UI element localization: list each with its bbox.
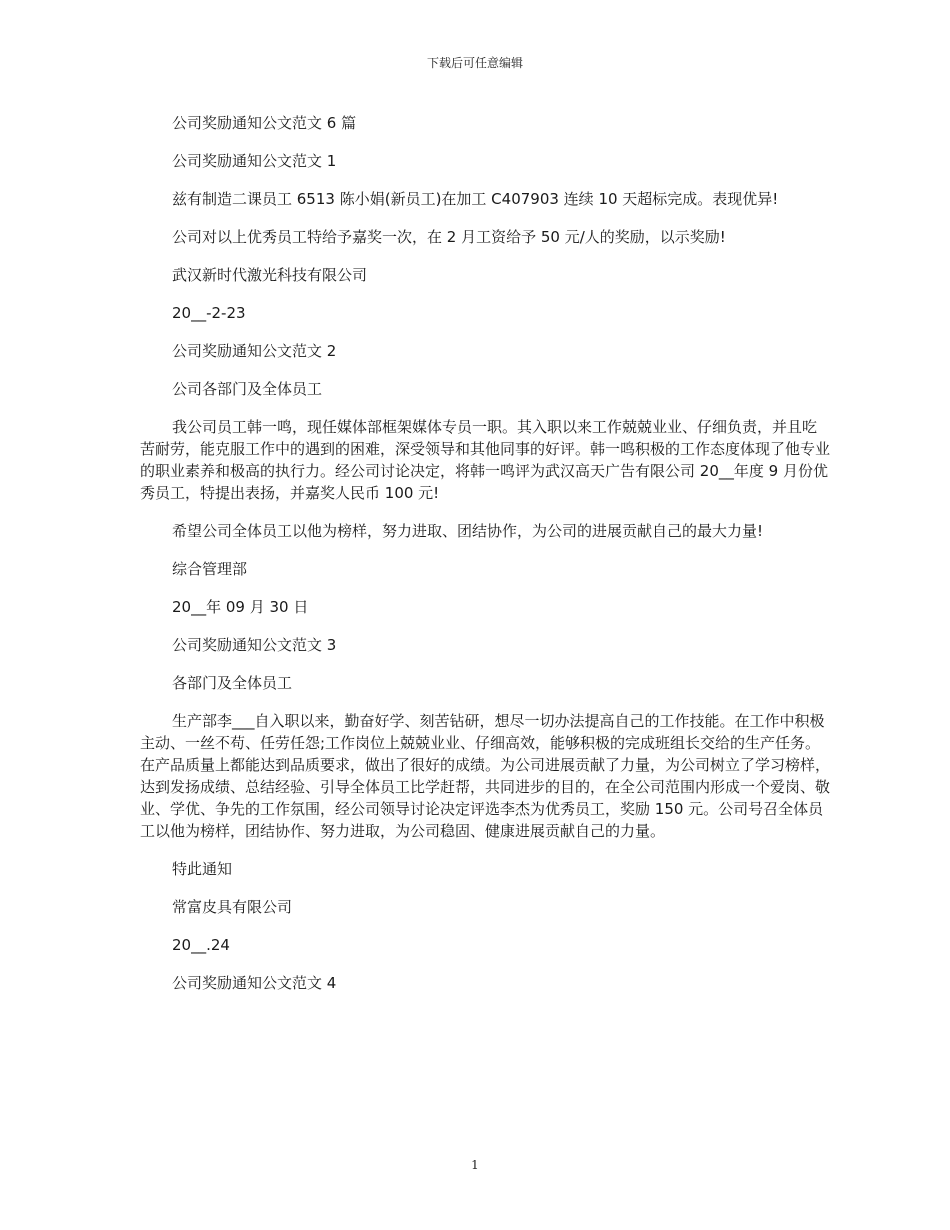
signature-department: 综合管理部: [172, 560, 248, 578]
document-title: 公司奖励通知公文范文 6 篇: [172, 114, 357, 132]
notice-closing: 特此通知: [172, 860, 233, 878]
page-number: 1: [471, 1158, 479, 1172]
paragraph: 我公司员工韩一鸣，现任媒体部框架媒体专员一职。其入职以来工作兢兢业业、仔细负责，并且吃苦耐劳，能克服工作中的遇到的困难，深受领导和其他同事的好评。韩一鸣积极的工作态度体现了他专业的职业素养和极高的执行力。经公司讨论决定，将韩一鸣评为武汉高天广告有限公司 20__年度 9 月份优秀员工，特提出表扬，并嘉奖人民币 100 元!: [140, 418, 831, 502]
page-header: 下载后可任意编辑: [426, 56, 523, 70]
section-heading-1: 公司奖励通知公文范文 1: [172, 152, 337, 170]
document-body: [140, 112, 830, 1010]
signature-date: 20__-2-23: [172, 304, 246, 322]
signature-company: 常富皮具有限公司: [172, 898, 293, 916]
paragraph: 公司对以上优秀员工特给予嘉奖一次，在 2 月工资给予 50 元/人的奖励，以示奖励!: [172, 228, 726, 246]
paragraph: 兹有制造二课员工 6513 陈小娟(新员工)在加工 C407903 连续 10 天超标完成。表现优异!: [172, 190, 779, 208]
paragraph: 生产部李___自入职以来，勤奋好学、刻苦钻研，想尽一切办法提高自己的工作技能。在工作中积极主动、一丝不苟、任劳任怨;工作岗位上兢兢业业、仔细高效，能够积极的完成班组长交给的生产任务。在产品质量上都能达到品质要求，做出了很好的成绩。为公司进展贡献了力量，为公司树立了学习榜样，达到发扬成绩、总结经验、引导全体员工比学赶帮，共同进步的目的，在全公司范围内形成一个爱岗、敬业、学优、争先的工作氛围，经公司领导讨论决定评选李杰为优秀员工，奖励 150 元。公司号召全体员工以他为榜样，团结协作、努力进取，为公司稳固、健康进展贡献自己的力量。: [140, 712, 831, 840]
paragraph: 希望公司全体员工以他为榜样，努力进取、团结协作，为公司的进展贡献自己的最大力量!: [172, 522, 764, 540]
addressee: 公司各部门及全体员工: [172, 380, 323, 398]
section-heading-2: 公司奖励通知公文范文 2: [172, 342, 337, 360]
section-heading-4: 公司奖励通知公文范文 4: [172, 974, 337, 992]
section-heading-3: 公司奖励通知公文范文 3: [172, 636, 337, 654]
signature-date: 20__年 09 月 30 日: [172, 598, 309, 616]
addressee: 各部门及全体员工: [172, 674, 293, 692]
signature-date: 20__.24: [172, 936, 230, 954]
signature-company: 武汉新时代激光科技有限公司: [172, 266, 368, 284]
